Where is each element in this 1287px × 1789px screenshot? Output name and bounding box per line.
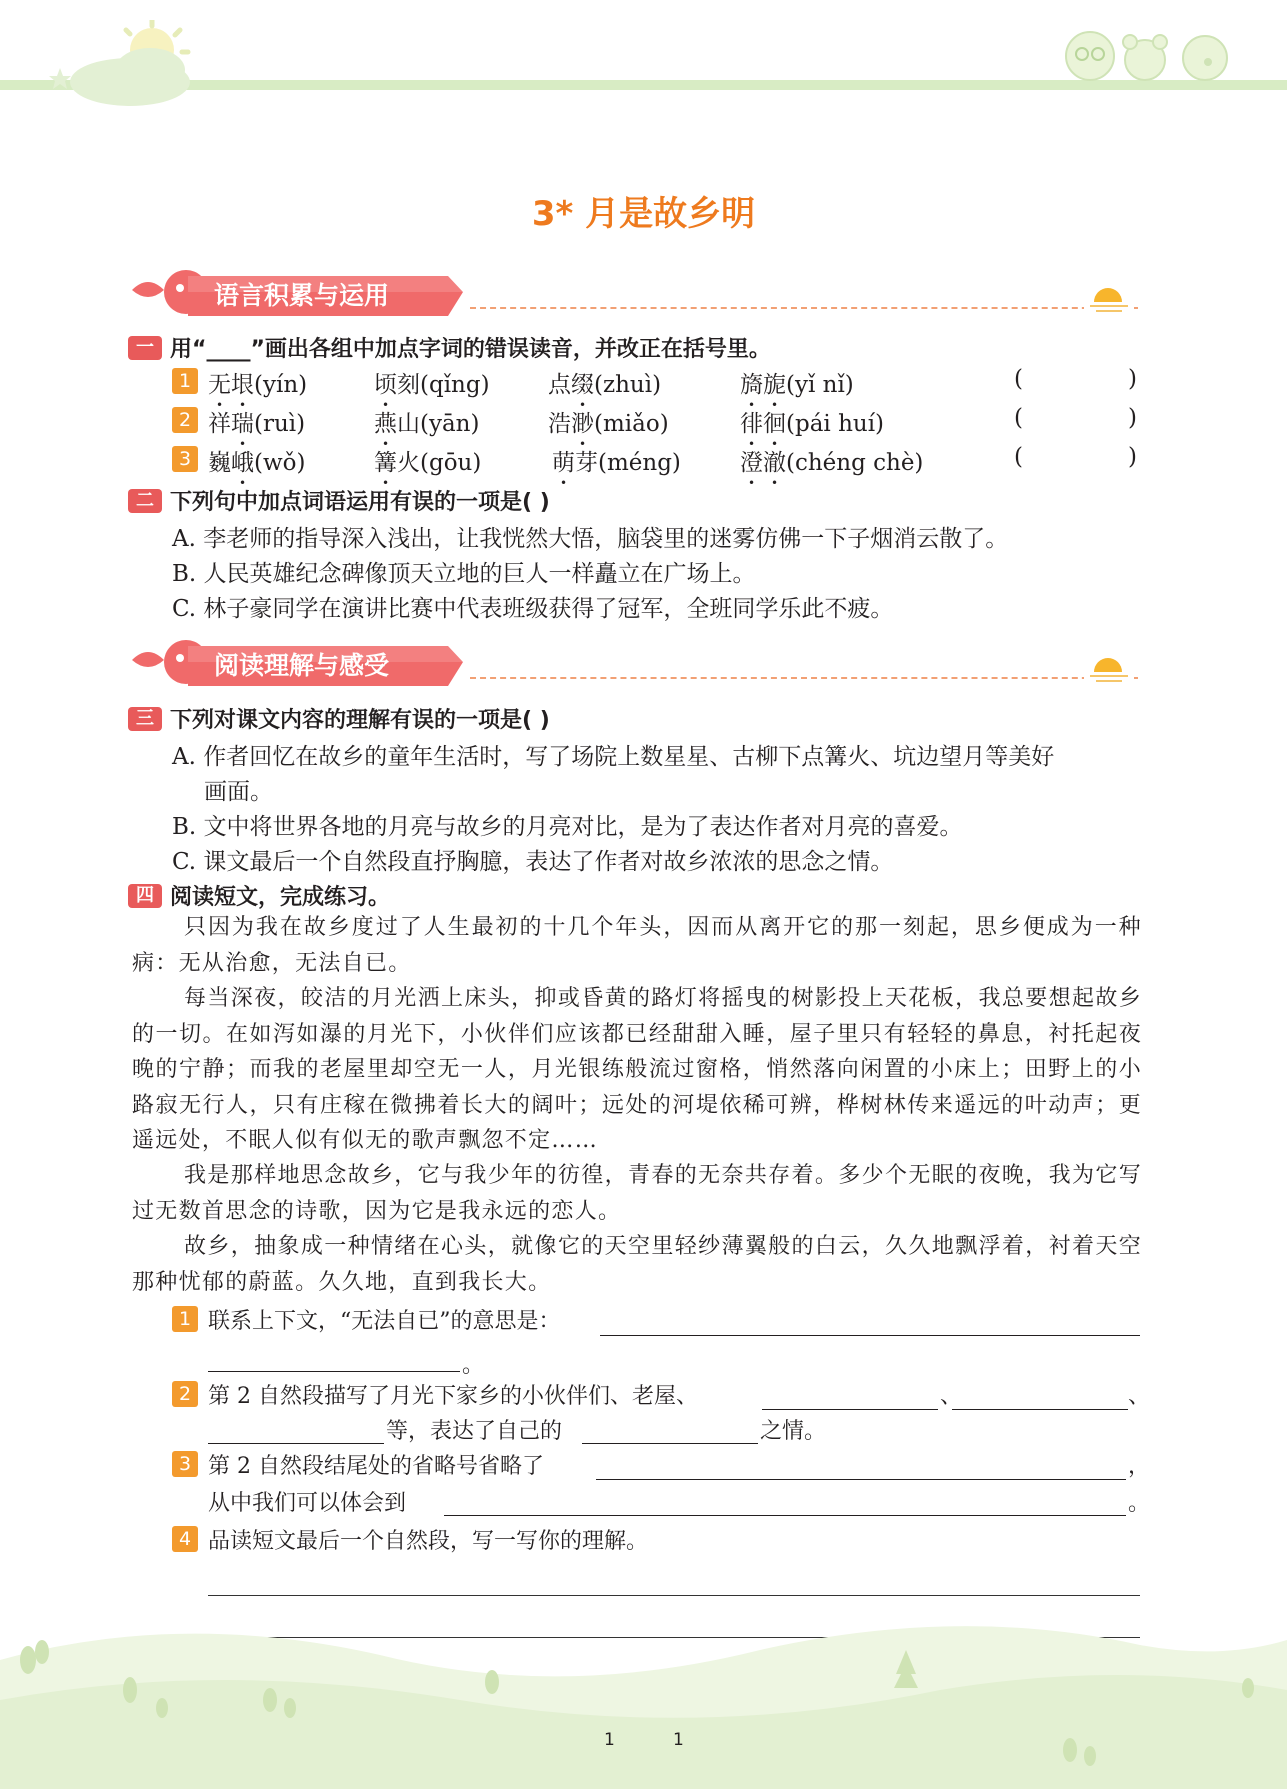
passage-paragraph-1: 只因为我在故乡度过了人生最初的十几个年头，因而从离开它的那一刻起，思乡便成为一种病：无从治愈，无法自已。 [132, 915, 1142, 976]
question-prompt[interactable]: 下列句中加点词语运用有误的一项是( ) [170, 490, 550, 515]
sub-question-2-text: 第 2 自然段描写了月光下家乡的小伙伴们、老屋、 [208, 1384, 698, 1409]
answer-blank[interactable] [582, 1420, 758, 1444]
option-b: B. 人民英雄纪念碑像顶天立地的巨人一样矗立在广场上。 [172, 561, 756, 587]
answer-paren-close: ) [1128, 405, 1137, 431]
section-divider [470, 307, 1138, 309]
option-b: B. 文中将世界各地的月亮与故乡的月亮对比，是为了表达作者对月亮的喜爱。 [172, 814, 963, 840]
option-a: A. 李老师的指导深入浅出，让我恍然大悟，脑袋里的迷雾仿佛一下子烟消云散了。 [172, 526, 1009, 552]
pinyin-item: 浩渺(miǎo) [548, 411, 669, 437]
pinyin-item: 巍峨(wǒ) [208, 450, 306, 476]
punctuation: 、 [1128, 1384, 1151, 1409]
question-badge: 四 [128, 884, 162, 908]
pinyin-item: 祥瑞(ruì) [208, 411, 306, 437]
item-number-badge: 4 [172, 1526, 198, 1552]
pinyin-item: 无垠(yín) [208, 372, 308, 398]
q1-row-3 [172, 446, 198, 472]
option-a-cont: 画面。 [204, 779, 273, 805]
section-banner-1 [128, 268, 468, 318]
section-title: 语言积累与运用 [214, 281, 390, 310]
question-2 [128, 485, 550, 516]
punctuation: ， [1128, 1454, 1151, 1479]
page-number: 1 [604, 1730, 615, 1750]
sub-question-3-text: 第 2 自然段结尾处的省略号省略了 [208, 1454, 544, 1479]
punctuation: 。 [1128, 1491, 1151, 1516]
passage-paragraph-4: 故乡，抽象成一种情绪在心头，就像它的天空里轻纱薄翼般的白云，久久地飘浮着，衬着天空那种忧郁的蔚蓝。久久地，直到我长大。 [132, 1234, 1142, 1295]
item-number-badge: 1 [172, 368, 198, 394]
section-title: 阅读理解与感受 [214, 651, 390, 680]
q1-row-2 [172, 407, 198, 433]
answer-blank[interactable] [208, 1420, 384, 1444]
item-number-badge: 2 [172, 407, 198, 433]
sub-question-1 [172, 1306, 198, 1332]
punctuation: 、 [940, 1384, 963, 1409]
option-c: C. 课文最后一个自然段直抒胸臆，表达了作者对故乡浓浓的思念之情。 [172, 849, 894, 875]
answer-paren-close: ) [1128, 366, 1137, 392]
landscape-footer-decoration [0, 1590, 1287, 1789]
pinyin-item: 萌芽(méng) [552, 450, 681, 476]
pinyin-item: 燕山(yān) [374, 411, 480, 437]
sunset-icon [1084, 278, 1134, 318]
sub-question-1-text: 联系上下文，“无法自已”的意思是： [208, 1309, 561, 1334]
pinyin-item: 旖旎(yǐ nǐ) [740, 372, 854, 398]
item-number-badge: 1 [172, 1306, 198, 1332]
sub-question-4 [172, 1526, 198, 1552]
question-badge: 二 [128, 489, 162, 513]
sub-question-2-text-cont: 等，表达了自己的 [386, 1419, 563, 1444]
answer-blank[interactable] [208, 1348, 460, 1372]
section-divider [470, 677, 1138, 679]
sub-question-3-text-cont: 从中我们可以体会到 [208, 1491, 407, 1516]
page-title: 3* 月是故乡明 [531, 194, 756, 234]
sun-cloud-decoration [40, 20, 210, 110]
answer-blank[interactable] [600, 1312, 1140, 1336]
item-number-badge: 3 [172, 446, 198, 472]
question-1 [128, 332, 771, 363]
punctuation: 。 [462, 1353, 485, 1378]
pinyin-item: 澄澈(chéng chè) [740, 450, 924, 476]
passage-paragraph-2: 每当深夜，皎洁的月光洒上床头，抑或昏黄的路灯将摇曳的树影投上天花板，我总要想起故乡的一切。在如泻如瀑的月光下，小伙伴们应该都已经甜甜入睡，屋子里只有轻轻的鼻息，衬托起夜晚的宁静；而我的老屋里却空无一人，月光银练般流过窗格，悄然落向闲置的小床上；田野上的小路寂无行人，只有庄稼在微拂着长大的阔叶；远处的河堤依稀可辨，桦树林传来遥远的叶动声；更遥远处，不眠人似有似无的歌声飘忽不定…… [132, 986, 1142, 1153]
option-a: A. 作者回忆在故乡的童年生活时，写了场院上数星星、古柳下点篝火、坑边望月等美好 [172, 744, 1055, 770]
sub-question-4-text: 品读短文最后一个自然段，写一写你的理解。 [208, 1529, 649, 1554]
answer-paren-open[interactable]: ( [1014, 444, 1023, 470]
pinyin-item: 顷刻(qǐng) [374, 372, 490, 398]
sunset-icon [1084, 648, 1134, 688]
question-badge: 三 [128, 707, 162, 731]
sub-question-2 [172, 1381, 198, 1407]
answer-blank[interactable] [596, 1456, 1126, 1480]
q1-row-1 [172, 368, 198, 394]
animals-decoration [1050, 18, 1250, 88]
question-prompt: 用“____”画出各组中加点字词的错误读音，并改正在括号里。 [170, 337, 771, 362]
option-c: C. 林子豪同学在演讲比赛中代表班级获得了冠军，全班同学乐此不疲。 [172, 596, 894, 622]
answer-blank[interactable] [762, 1386, 938, 1410]
answer-blank[interactable] [952, 1386, 1128, 1410]
page-number: 1 [673, 1730, 684, 1750]
sub-question-3 [172, 1451, 198, 1477]
question-4 [128, 880, 390, 911]
item-number-badge: 2 [172, 1381, 198, 1407]
question-badge: 一 [128, 336, 162, 360]
answer-paren-open[interactable]: ( [1014, 366, 1023, 392]
sub-question-2-text-end: 之情。 [760, 1419, 827, 1444]
pinyin-item: 徘徊(pái huí) [740, 411, 885, 437]
pinyin-item: 篝火(gōu) [374, 450, 482, 476]
question-prompt[interactable]: 下列对课文内容的理解有误的一项是( ) [170, 708, 550, 733]
pinyin-item: 点缀(zhuì) [548, 372, 662, 398]
question-3 [128, 703, 550, 734]
passage-paragraph-3: 我是那样地思念故乡，它与我少年的彷徨，青春的无奈共存着。多少个无眠的夜晚，我为它写过无数首思念的诗歌，因为它是我永远的恋人。 [132, 1163, 1142, 1224]
question-prompt: 阅读短文，完成练习。 [170, 885, 391, 910]
answer-paren-close: ) [1128, 444, 1137, 470]
answer-paren-open[interactable]: ( [1014, 405, 1023, 431]
section-banner-2 [128, 638, 468, 688]
answer-blank[interactable] [444, 1492, 1126, 1516]
item-number-badge: 3 [172, 1451, 198, 1477]
